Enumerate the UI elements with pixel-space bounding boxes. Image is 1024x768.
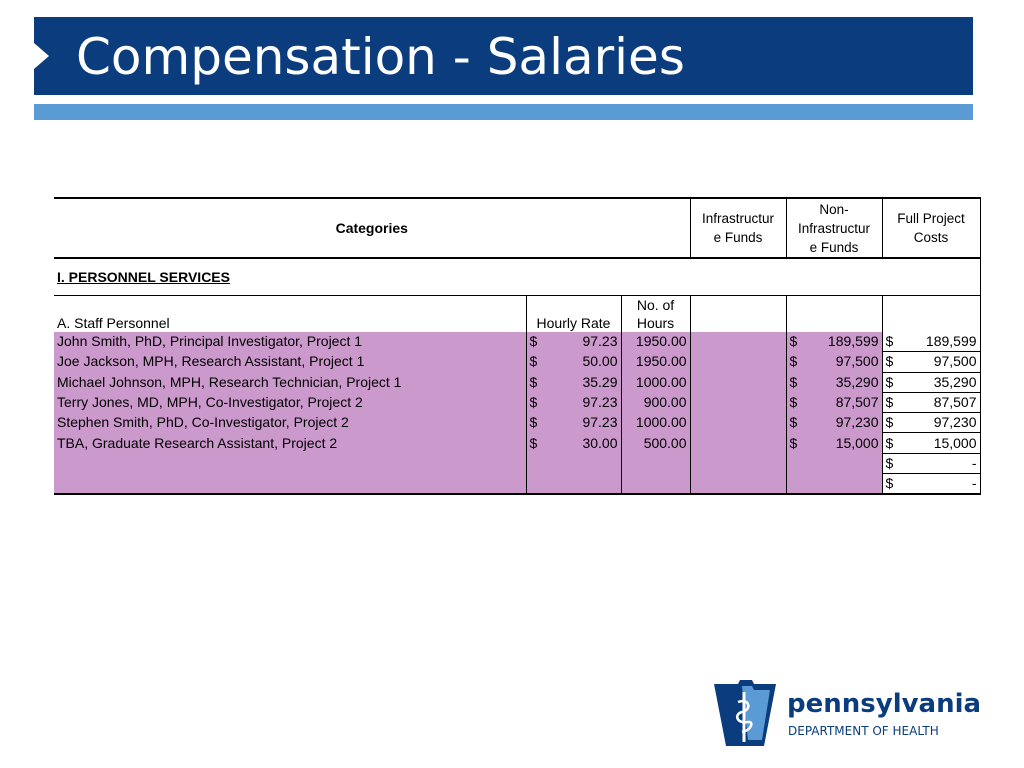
currency-symbol: $	[529, 373, 538, 390]
table-row	[54, 433, 980, 453]
non-infra-value: 97,500	[835, 353, 879, 370]
header-infrastructure-funds	[690, 198, 786, 258]
header-noninfra-line2: e Funds	[809, 239, 859, 255]
full-project-cost-cell	[882, 392, 980, 412]
hourly-rate-value: 97.23	[582, 414, 618, 431]
logo-wordmark: pennsylvania	[787, 689, 982, 719]
infrastructure-funds-cell	[690, 433, 786, 453]
currency-symbol: $	[885, 333, 894, 350]
budget-spreadsheet	[54, 197, 980, 495]
currency-symbol: $	[789, 333, 798, 350]
non-infrastructure-funds-cell	[786, 433, 882, 453]
currency-symbol: $	[885, 434, 894, 451]
currency-symbol: $	[529, 414, 538, 431]
table-row	[54, 413, 980, 433]
full-project-cost-cell	[882, 433, 980, 453]
employee-name: Terry Jones, MD, MPH, Co-Investigator, Project 2	[54, 392, 526, 412]
full-project-cost-cell	[882, 352, 980, 372]
noninfra-subheader-blank	[786, 296, 882, 333]
full-cost-empty-value: -	[971, 454, 977, 471]
infrastructure-funds-cell	[690, 413, 786, 433]
infrastructure-funds-cell	[690, 352, 786, 372]
salary-table	[54, 197, 981, 495]
header-noninfra-line0: Non-	[819, 201, 849, 217]
hourly-rate-cell	[526, 352, 621, 372]
header-row	[54, 198, 980, 258]
non-infra-value: 35,290	[835, 373, 879, 390]
full-project-cost-cell	[882, 332, 980, 352]
table-row	[54, 372, 980, 392]
currency-symbol: $	[789, 414, 798, 431]
section-title: I. PERSONNEL SERVICES	[54, 258, 980, 296]
currency-symbol: $	[529, 333, 538, 350]
employee-name: Joe Jackson, MPH, Research Assistant, Project 1	[54, 352, 526, 372]
full-cost-value: 35,290	[933, 373, 977, 390]
full-project-cost-cell	[882, 474, 980, 495]
hours-value: 900.00	[621, 392, 690, 412]
subsection-row	[54, 296, 980, 333]
hourly-rate-cell	[526, 392, 621, 412]
full-cost-value: 87,507	[933, 394, 977, 411]
currency-symbol: $	[529, 434, 538, 451]
hourly-rate-value: 35.29	[582, 373, 618, 390]
header-full-line2: Costs	[913, 230, 949, 245]
full-project-cost-cell	[882, 372, 980, 392]
hourly-rate-value: 30.00	[582, 434, 618, 451]
non-infra-value: 87,507	[835, 394, 879, 411]
hourly-rate-cell	[526, 372, 621, 392]
full-subheader-blank	[882, 296, 980, 333]
currency-symbol: $	[885, 394, 894, 411]
currency-symbol: $	[789, 434, 798, 451]
non-infrastructure-funds-cell-empty	[786, 453, 882, 473]
infrastructure-funds-cell	[690, 332, 786, 352]
full-cost-value: 97,500	[933, 353, 977, 370]
full-cost-value: 97,230	[933, 414, 977, 431]
non-infra-value: 189,599	[827, 333, 879, 350]
hours-value: 1950.00	[621, 352, 690, 372]
subsection-label: A. Staff Personnel	[54, 296, 526, 333]
infra-subheader-blank	[690, 296, 786, 333]
non-infrastructure-funds-cell	[786, 372, 882, 392]
title-arrow-icon	[34, 43, 49, 69]
infrastructure-funds-cell	[690, 392, 786, 412]
full-cost-value: 189,599	[925, 333, 977, 350]
full-cost-empty-value: -	[971, 475, 977, 492]
currency-symbol: $	[529, 353, 538, 370]
hours-header-line2: Hours	[636, 315, 675, 331]
infrastructure-funds-cell-empty	[690, 453, 786, 473]
currency-symbol: $	[885, 353, 894, 370]
accent-bar	[34, 104, 973, 120]
hours-value: 1000.00	[621, 372, 690, 392]
header-full-project-costs	[882, 198, 980, 258]
currency-symbol: $	[529, 394, 538, 411]
currency-symbol: $	[885, 373, 894, 390]
slide-title: Compensation - Salaries	[76, 28, 685, 86]
currency-symbol: $	[789, 373, 798, 390]
hourly-rate-value: 97.23	[582, 333, 618, 350]
infrastructure-funds-cell	[690, 372, 786, 392]
table-row-empty	[54, 474, 980, 495]
full-project-cost-cell	[882, 413, 980, 433]
non-infrastructure-funds-cell	[786, 332, 882, 352]
header-noninfra-line1: Infrastructur	[798, 220, 871, 236]
hourly-rate-cell-empty	[526, 453, 621, 473]
header-infra-line2: e Funds	[713, 230, 763, 245]
currency-symbol: $	[789, 394, 798, 411]
full-project-cost-cell	[882, 453, 980, 473]
hours-header-line1: No. of	[636, 297, 675, 313]
table-row	[54, 352, 980, 372]
table-row-empty	[54, 453, 980, 473]
hours-cell-empty	[621, 474, 690, 495]
hourly-rate-cell	[526, 413, 621, 433]
logo-subtitle: DEPARTMENT OF HEALTH	[788, 724, 939, 738]
hours-cell-empty	[621, 453, 690, 473]
currency-symbol: $	[885, 475, 894, 492]
employee-name: John Smith, PhD, Principal Investigator, Project 1	[54, 332, 526, 352]
non-infrastructure-funds-cell-empty	[786, 474, 882, 495]
header-full-line1: Full Project	[897, 211, 965, 226]
section-row	[54, 258, 980, 296]
employee-name-empty	[54, 474, 526, 495]
hourly-rate-value: 50.00	[582, 353, 618, 370]
infrastructure-funds-cell-empty	[690, 474, 786, 495]
hours-header	[621, 296, 690, 333]
keystone-icon	[714, 680, 776, 746]
non-infrastructure-funds-cell	[786, 413, 882, 433]
non-infrastructure-funds-cell	[786, 352, 882, 372]
hourly-rate-cell-empty	[526, 474, 621, 495]
hourly-rate-value: 97.23	[582, 394, 618, 411]
employee-name: TBA, Graduate Research Assistant, Project 2	[54, 433, 526, 453]
header-infra-line1: Infrastructur	[702, 211, 775, 226]
employee-name: Michael Johnson, MPH, Research Technician, Project 1	[54, 372, 526, 392]
currency-symbol: $	[789, 353, 798, 370]
currency-symbol: $	[885, 454, 894, 471]
hours-value: 500.00	[621, 433, 690, 453]
employee-name: Stephen Smith, PhD, Co-Investigator, Project 2	[54, 413, 526, 433]
header-categories: Categories	[54, 198, 690, 258]
employee-name-empty	[54, 453, 526, 473]
non-infra-value: 15,000	[835, 434, 879, 451]
non-infra-value: 97,230	[835, 414, 879, 431]
table-row	[54, 332, 980, 352]
hourly-rate-cell	[526, 332, 621, 352]
hours-value: 1000.00	[621, 413, 690, 433]
hourly-rate-cell	[526, 433, 621, 453]
full-cost-value: 15,000	[933, 434, 977, 451]
hourly-rate-header: Hourly Rate	[526, 296, 621, 333]
header-non-infrastructure-funds	[786, 198, 882, 258]
table-row	[54, 392, 980, 412]
currency-symbol: $	[885, 414, 894, 431]
non-infrastructure-funds-cell	[786, 392, 882, 412]
hours-value: 1950.00	[621, 332, 690, 352]
